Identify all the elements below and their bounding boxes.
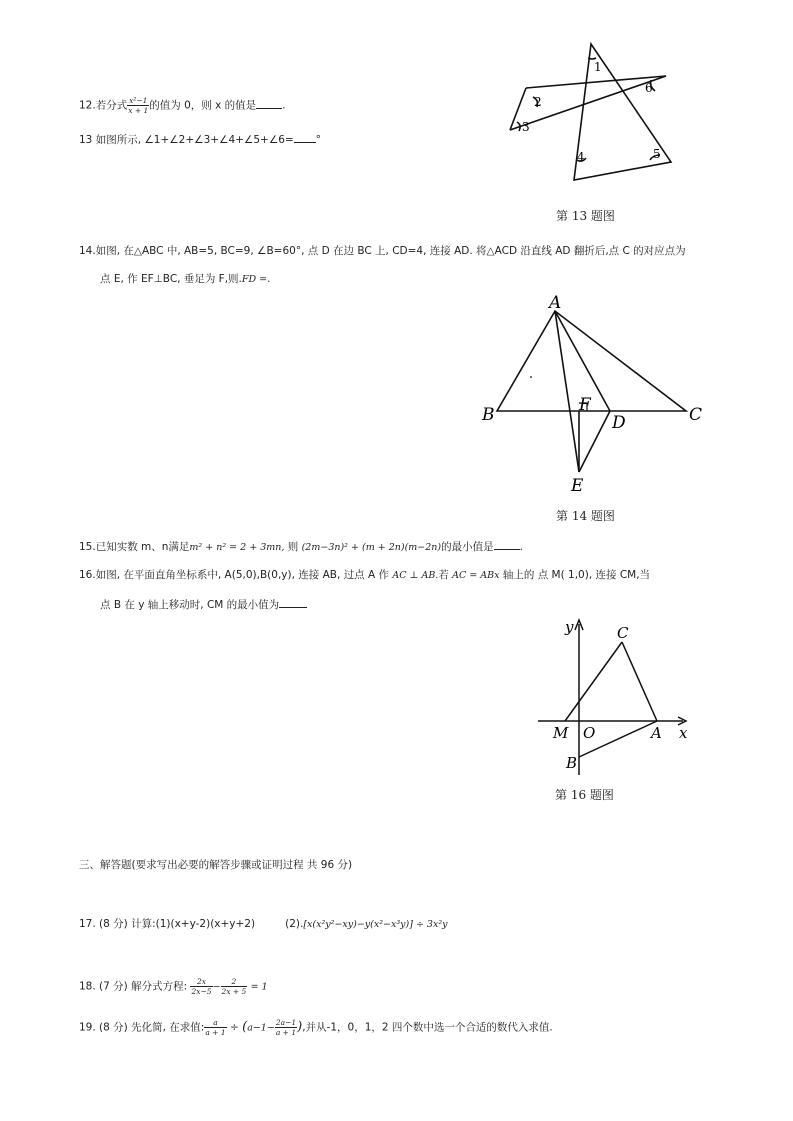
question-16-line1: 16.如图, 在平面直角坐标系中, A(5,0),B(0,y), 连接 AB, 过点 A 作 AC ⊥ AB.若 AC = ABx 轴上的 点 M( 1,0), 连接 CM,当 <box>79 569 651 581</box>
question-17: 17. (8 分) 计算:(1)(x+y-2)(x+y+2) (2).[x(x²y²−xy)−y(x²−x³y)] ÷ 3x²y <box>79 918 448 930</box>
question-13: 13 如图所示, ∠1+∠2+∠3+∠4+∠5+∠6= ° <box>79 134 321 146</box>
question-14-line2: 点 E, 作 EF⊥BC, 垂足为 F,则.FD =. <box>100 273 271 285</box>
fraction: $\frac{2a-1}{a + 1}$ <box>275 1018 297 1037</box>
fig16-label-B: B <box>566 754 578 772</box>
question-18: 18. (7 分) 解分式方程: $\frac{2x}{2x-5}$ − $\frac{2}{2x + 5}$ = 1 <box>79 977 268 996</box>
figure-14 <box>497 311 686 472</box>
fig14-label-E: E <box>571 476 584 496</box>
fig13-label-1: 1 <box>594 60 602 74</box>
fig14-label-A: A <box>549 293 562 313</box>
fig13-label-6: 6 <box>645 81 653 95</box>
fraction: $\frac{2}{2x + 5}$ <box>221 977 247 996</box>
fig13-label-2: 2 <box>534 95 542 109</box>
fig13-label-3: 3 <box>522 120 530 134</box>
fig14-label-F: F <box>579 395 591 415</box>
answer-blank[interactable] <box>494 539 520 550</box>
fig13-label-5: 5 <box>653 147 661 161</box>
fig16-label-y: y <box>565 618 574 636</box>
fig16-label-M: M <box>553 724 569 742</box>
fraction: $\frac{a}{a + 1}$ <box>205 1018 226 1037</box>
fig16-label-x: x <box>679 724 688 742</box>
section-3-heading: 三、解答题(要求写出必要的解答步骤或证明过程 共 96 分) <box>79 859 353 871</box>
fig16-label-O: O <box>583 724 596 742</box>
fig13-label-4: 4 <box>577 150 585 164</box>
fraction: $\frac{2x}{2x-5}$ <box>191 977 212 996</box>
question-12: 12.若分式 $\frac{\text{x²−1}}{x + 1}$ 的值为 0，则 x 的值是 . <box>79 96 286 115</box>
question-16-line2: 点 B 在 y 轴上移动时, CM 的最小值为 <box>100 597 307 612</box>
fig14-label-D: D <box>612 413 626 433</box>
fig14-label-C: C <box>689 405 703 425</box>
fig14-caption: 第 14 题图 <box>556 509 615 523</box>
fig16-label-A: A <box>651 724 662 742</box>
fig16-caption: 第 16 题图 <box>555 788 614 802</box>
fig16-label-C: C <box>617 624 629 642</box>
figure-16 <box>538 620 686 775</box>
fig14-label-B: B <box>482 405 495 425</box>
fig13-caption: 第 13 题图 <box>556 209 615 223</box>
question-14-line1: 14.如图, 在△ABC 中, AB=5, BC=9, ∠B=60°, 点 D 在边 BC 上, CD=4, 连接 AD. 将△ACD 沿直线 AD 翻折后,点 C 的对应点为 <box>79 245 686 257</box>
answer-blank[interactable] <box>279 597 307 608</box>
question-15: 15.已知实数 m、n满足m² + n² = 2 + 3mn, 则 (2m−3n)² + (m + 2n)(m−2n)的最小值是 . <box>79 541 523 553</box>
question-19: 19. (8 分) 先化简, 在求值: $\frac{a}{a + 1}$ ÷ (a−1− $\frac{2a-1}{a + 1}$ ),并从-1，0，1，2 四个数中选一个合适的数代入求值. <box>79 1018 553 1037</box>
fraction: $\frac{\text{x²−1}}{x + 1}$ <box>128 96 149 115</box>
